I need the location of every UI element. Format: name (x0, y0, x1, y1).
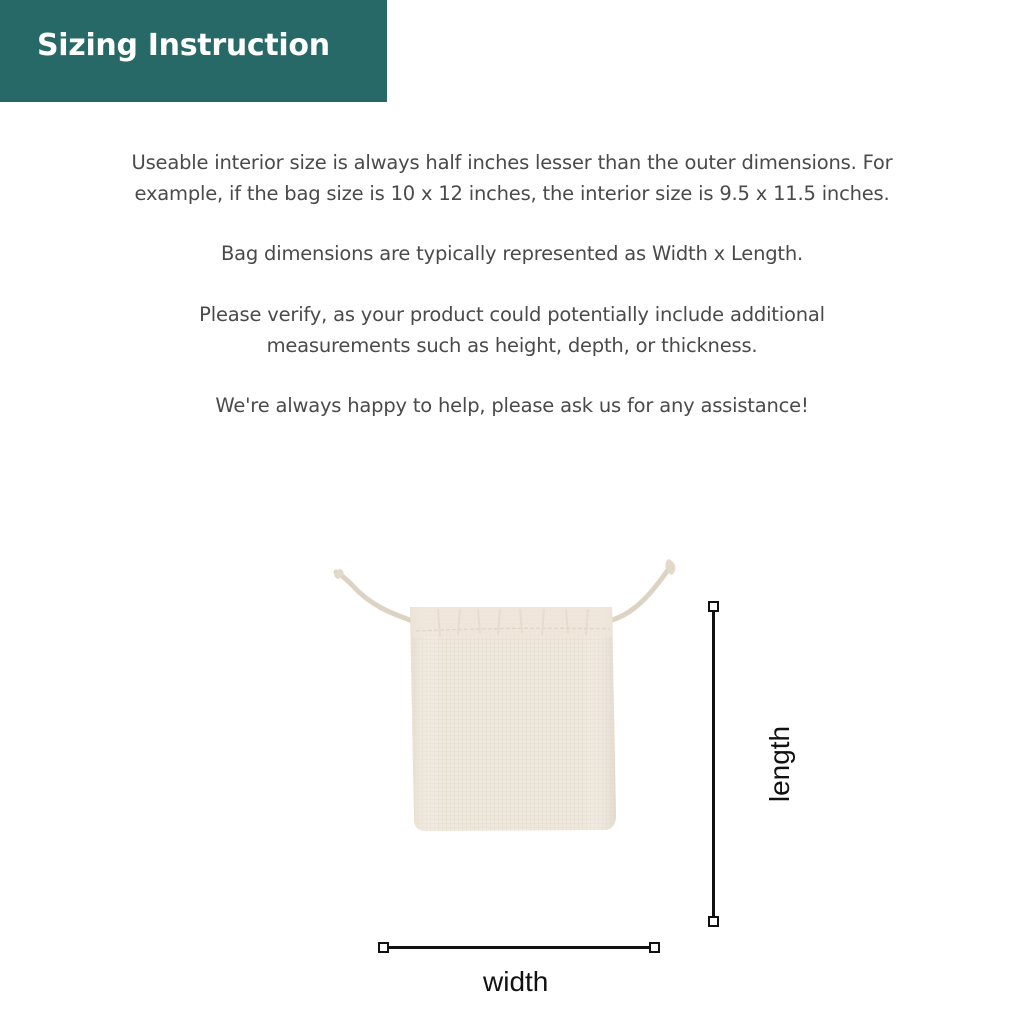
length-label: length (764, 725, 795, 803)
sizing-paragraph-verify (0, 299, 1024, 361)
sizing-paragraph-dimensions (0, 238, 1024, 269)
paragraph-line: Please verify, as your product could potentially include additional (199, 303, 825, 326)
length-bottom-endcap-icon (708, 916, 719, 927)
paragraph-line: example, if the bag size is 10 x 12 inches, the interior size is 9.5 x 11.5 inches. (134, 182, 890, 205)
paragraph-line: Useable interior size is always half inches lesser than the outer dimensions. For (131, 151, 893, 174)
header-banner (0, 0, 387, 102)
page-title: Sizing Instruction (37, 28, 330, 63)
width-start-endcap-icon (378, 942, 389, 953)
paragraph-line: Bag dimensions are typically represented as Width x Length. (220, 242, 804, 265)
length-dimension-line (712, 607, 715, 921)
width-dimension-line (384, 946, 654, 949)
length-top-endcap-icon (708, 601, 719, 612)
sizing-paragraph-interior (0, 147, 1024, 209)
paragraph-line: We're always happy to help, please ask us for any assistance! (215, 394, 809, 417)
width-label: width (483, 966, 549, 997)
sizing-paragraph-help (0, 390, 1024, 421)
paragraph-line: measurements such as height, depth, or thickness. (266, 334, 758, 357)
drawstring-bag-image (330, 555, 690, 890)
width-end-endcap-icon (649, 942, 660, 953)
